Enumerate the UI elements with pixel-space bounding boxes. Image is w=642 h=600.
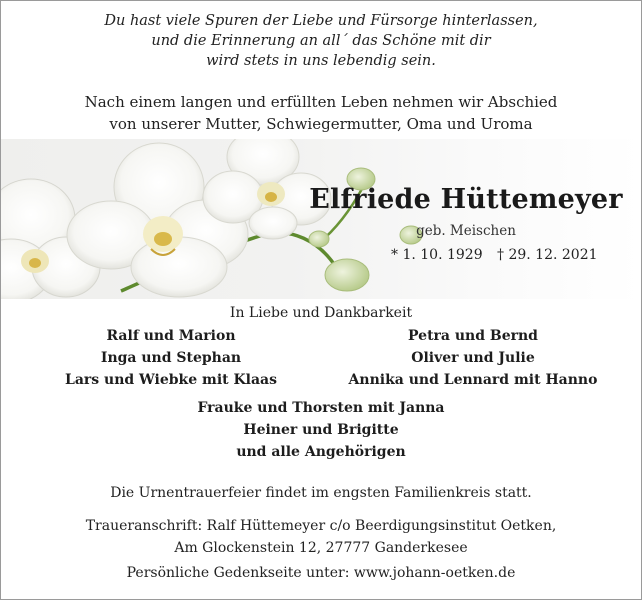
poem-line: und die Erinnerung an all´ das Schöne mit dir xyxy=(151,33,491,49)
mourner-name: und alle Angehörigen xyxy=(236,444,406,460)
mourner-name: Inga und Stephan xyxy=(100,350,242,366)
memorial-page-link: Persönliche Gedenkseite unter: www.johann-oetken.de xyxy=(126,565,516,581)
mourner-name: Frauke und Thorsten mit Janna xyxy=(197,400,445,416)
mourner-name: Heiner und Brigitte xyxy=(243,422,399,438)
thanks-line: In Liebe und Dankbarkeit xyxy=(229,305,413,321)
maiden-name: geb. Meischen xyxy=(416,223,516,239)
address-line: Traueranschrift: Ralf Hüttemeyer c/o Beerdigungsinstitut Oetken, xyxy=(85,518,557,534)
intro-text xyxy=(1,91,641,135)
mourners-right-column xyxy=(328,325,618,391)
orchid-image xyxy=(1,139,641,299)
mourner-name: Lars und Wiebke mit Klaas xyxy=(64,372,278,388)
mourners-left-column xyxy=(26,325,316,391)
intro-line: Nach einem langen und erfüllten Leben nehmen wir Abschied xyxy=(84,93,558,111)
deceased-name: Elfriede Hüttemeyer xyxy=(309,184,623,215)
memorial-poem xyxy=(1,11,641,71)
mourner-name: Oliver und Julie xyxy=(411,350,535,366)
mourner-name: Ralf und Marion xyxy=(106,328,236,344)
orchid-banner xyxy=(1,139,641,299)
mourners-center xyxy=(1,397,641,463)
birth-date: * 1. 10. 1929 xyxy=(391,247,483,263)
poem-line: wird stets in uns lebendig sein. xyxy=(206,53,436,69)
death-date: † 29. 12. 2021 xyxy=(497,247,598,263)
poem-line: Du hast viele Spuren der Liebe und Fürsorge hinterlassen, xyxy=(104,13,538,29)
intro-line: von unserer Mutter, Schwiegermutter, Oma und Uroma xyxy=(109,115,533,133)
mourner-name: Annika und Lennard mit Hanno xyxy=(348,372,598,388)
funeral-note: Die Urnentrauerfeier findet im engsten Familienkreis statt. xyxy=(110,485,532,501)
mourner-name: Petra und Bernd xyxy=(408,328,538,344)
address-line: Am Glockenstein 12, 27777 Ganderkesee xyxy=(174,540,468,556)
mourning-address xyxy=(1,515,641,559)
